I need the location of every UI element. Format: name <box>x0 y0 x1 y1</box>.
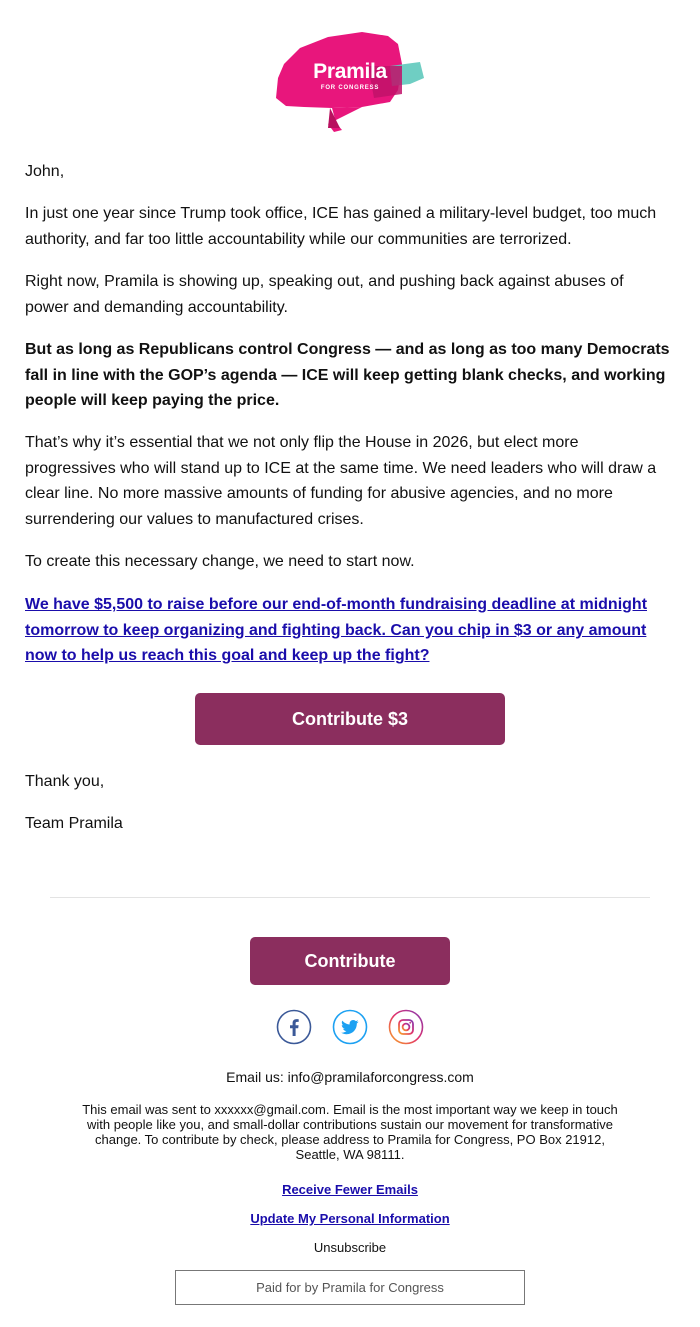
receive-fewer-emails-row <box>50 1182 650 1197</box>
facebook-icon[interactable] <box>276 1009 312 1045</box>
contribute-button[interactable]: Contribute <box>250 937 450 985</box>
footer-notice-line: change. To contribute by check, please address to Pramila for Congress, PO Box 21912, <box>95 1132 605 1147</box>
footer-notice-line: with people like you, and small-dollar contributions sustain our movement for transformative <box>86 1117 614 1132</box>
campaign-logo <box>270 28 430 136</box>
signoff: Thank you, <box>25 773 105 790</box>
receive-fewer-emails-link[interactable]: Receive Fewer Emails <box>282 1182 418 1197</box>
contribute-3-button[interactable]: Contribute $3 <box>195 693 505 745</box>
greeting: John, <box>25 163 65 180</box>
paragraph-5: To create this necessary change, we need to start now. <box>25 553 415 570</box>
twitter-icon[interactable] <box>332 1009 368 1045</box>
update-personal-info-link[interactable]: Update My Personal Information <box>250 1211 450 1226</box>
instagram-icon[interactable] <box>388 1009 424 1045</box>
paragraph-4: That’s why it’s essential that we not only flip the House in 2026, but elect more progressives who will stand up to ICE at the same time. We need leaders who will draw a clear line. No more massive amounts of funding for abusive agencies, and no more surrendering our values to manufactured crises. <box>25 434 657 528</box>
contact-email: Email us: info@pramilaforcongress.com <box>226 1069 474 1085</box>
footer-notice-line: Seattle, WA 98111. <box>295 1147 405 1162</box>
unsubscribe-link[interactable]: Unsubscribe <box>313 1240 387 1255</box>
footer-divider <box>50 897 650 898</box>
footer-notice-line: This email was sent to xxxxxx@gmail.com. Email is the most important way we keep in touch <box>82 1102 618 1117</box>
update-info-row <box>50 1211 650 1226</box>
logo-subtitle: FOR CONGRESS <box>320 85 380 91</box>
paragraph-3-bold: But as long as Republicans control Congress — and as long as too many Democrats fall in line with the GOP’s agenda — ICE will keep getting blank checks, and working people will keep paying the price. <box>25 341 670 410</box>
logo-name: Pramila <box>313 60 387 83</box>
paragraph-1: In just one year since Trump took office, ICE has gained a military-level budget, too much authority, and far too little accountability while our communities are terrorized. <box>25 205 657 248</box>
paragraph-2: Right now, Pramila is showing up, speaking out, and pushing back against abuses of power and demanding accountability. <box>25 273 624 316</box>
signature: Team Pramila <box>25 815 123 832</box>
paid-for-disclaimer: Paid for by Pramila for Congress <box>175 1270 525 1305</box>
donation-appeal-link[interactable]: We have $5,500 to raise before our end-of-month fundraising deadline at midnight tomorrow to keep organizing and fighting back. Can you chip in $3 or any amount now to help us reach this goal and keep up the fight? <box>25 596 648 665</box>
